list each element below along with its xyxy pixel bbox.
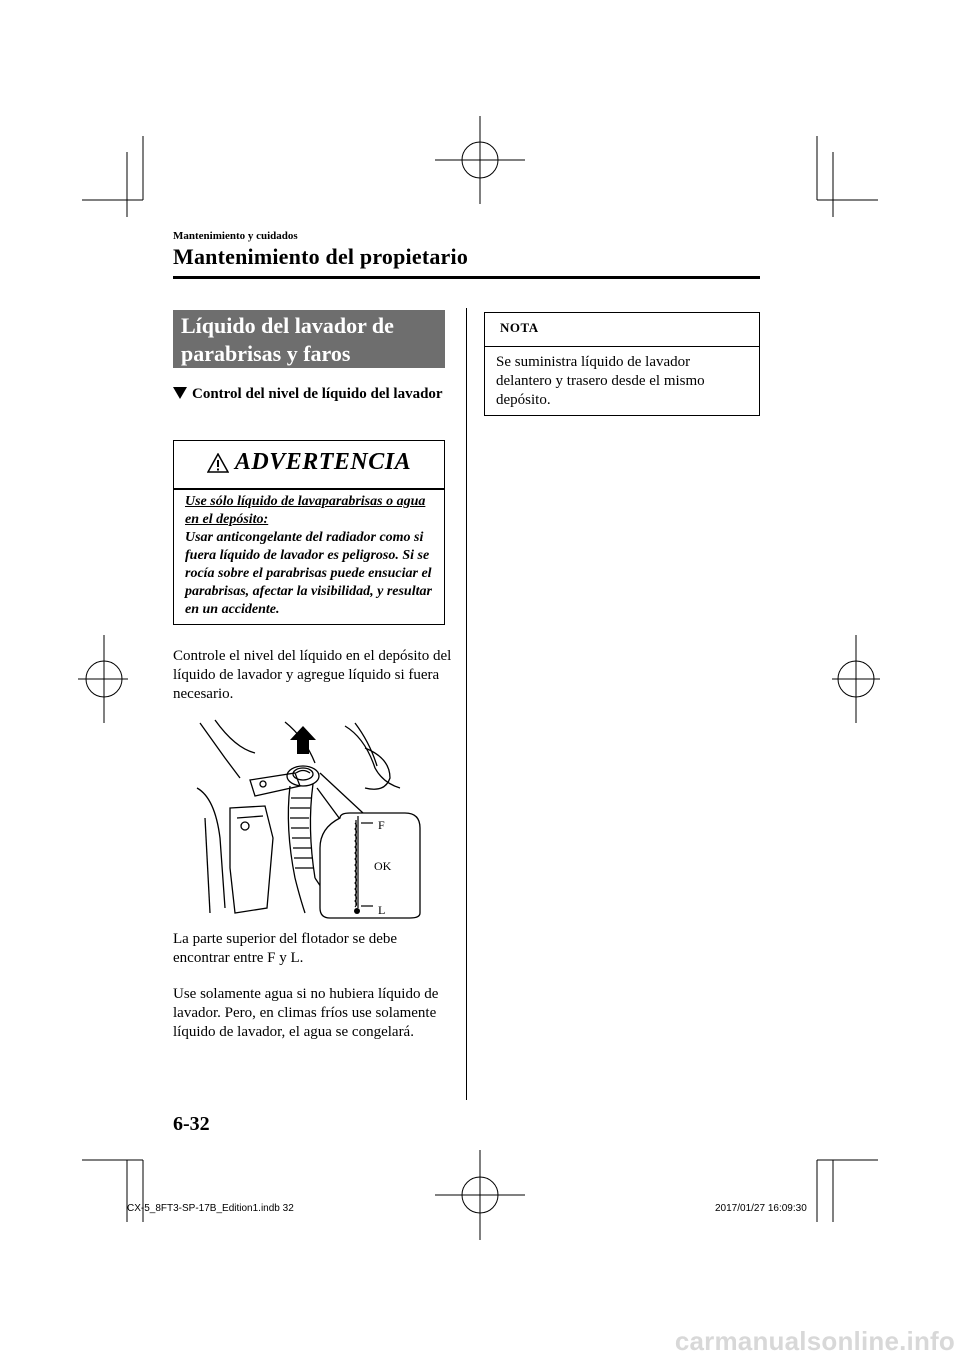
paragraph-water-use: Use solamente agua si no hubiera líquido de lavador. Pero, en climas fríos use solamente líquido de lavador, el agua se congelará. (173, 986, 439, 1040)
warning-box (173, 440, 445, 625)
chapter-title: Mantenimiento del propietario (173, 244, 469, 269)
section-title: Líquido del lavador de parabrisas y faros (173, 310, 445, 368)
column-divider (466, 308, 467, 1100)
warning-triangle-icon (207, 453, 229, 473)
figure-label-l: L (378, 903, 386, 917)
note-body: Se suministra líquido de lavador delantero y trasero desde el mismo depósito. (496, 354, 705, 408)
warning-body (185, 493, 437, 619)
warning-rule (174, 488, 444, 490)
warning-body-text: Usar anticongelante del radiador como si fuera líquido de lavador es peligroso. Si se rocía sobre el parabrisas puede ensuciar el parabrisas, afectar la visibilidad, y resultar en un accidente. (185, 530, 432, 617)
note-title: NOTA (500, 320, 539, 335)
washer-reservoir-illustration (195, 718, 430, 923)
section-header: Mantenimiento y cuidados (173, 230, 298, 242)
subheading-text: Control del nivel de líquido del lavador (192, 386, 443, 402)
note-box (484, 312, 760, 416)
header-rule (173, 276, 760, 279)
figure-label-f: F (378, 818, 385, 832)
triangle-bullet-icon (173, 387, 187, 400)
page-number: 6-32 (173, 1113, 210, 1135)
warning-title (174, 449, 444, 476)
footer-date: 2017/01/27 16:09:30 (715, 1203, 807, 1214)
paragraph-float-level: La parte superior del flotador se debe encontrar entre F y L. (173, 931, 398, 966)
paragraph-check-level: Controle el nivel del líquido en el depósito del líquido de lavador y agregue líquido si fuera necesario. (173, 648, 452, 702)
watermark-text: carmanualsonline.info (674, 1326, 955, 1356)
note-rule (485, 346, 759, 347)
warning-underlined-text: Use sólo líquido de lavaparabrisas o agua en el depósito: (185, 494, 426, 527)
figure-label-ok: OK (374, 859, 392, 873)
warning-title-text: ADVERTENCIA (234, 449, 412, 475)
footer-file-info: CX-5_8FT3-SP-17B_Edition1.indb 32 (127, 1203, 294, 1214)
subheading (173, 385, 443, 404)
